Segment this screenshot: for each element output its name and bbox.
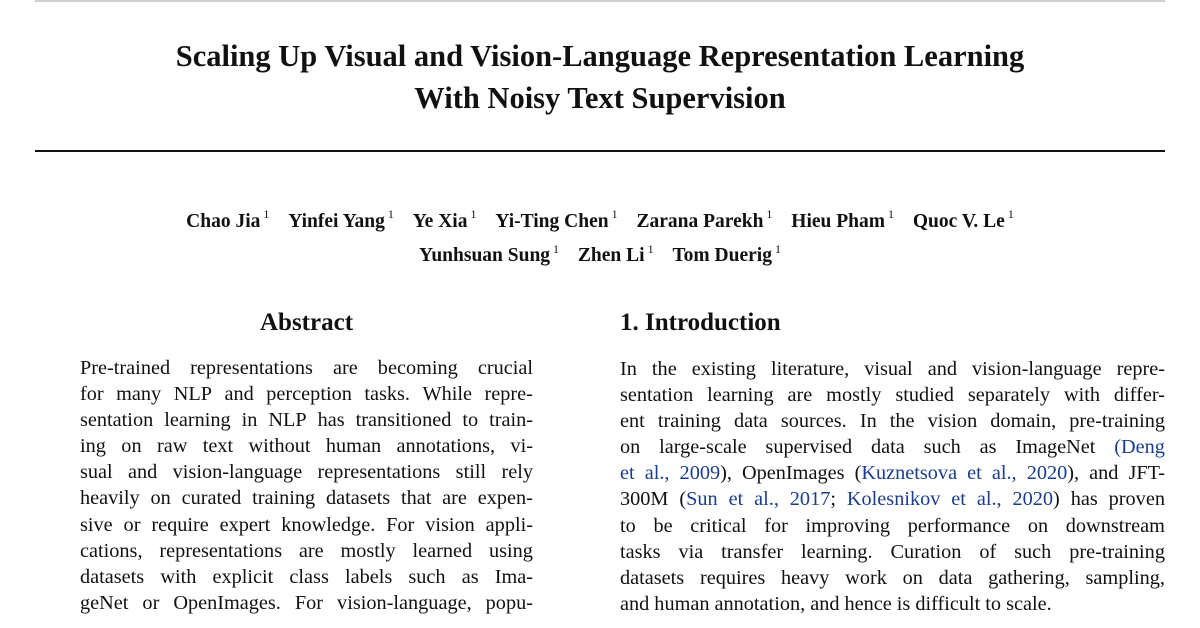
word: repre- xyxy=(1116,358,1165,380)
word: datasets xyxy=(325,487,391,510)
word: are xyxy=(332,357,358,379)
word: In xyxy=(620,358,637,380)
word: gathering, xyxy=(988,566,1070,589)
word: data xyxy=(871,436,905,459)
affiliation-mark: 1 xyxy=(553,241,560,256)
word: (Kuznetsova xyxy=(855,460,958,486)
text-line xyxy=(620,565,1165,591)
affiliation-mark: 1 xyxy=(387,207,394,221)
word: are xyxy=(298,539,324,562)
word: While xyxy=(422,383,473,406)
text-line xyxy=(80,433,533,459)
affiliation-mark: 1 xyxy=(263,207,270,221)
author-name: Zhen Li xyxy=(577,245,645,266)
word: 2020), xyxy=(1027,460,1079,486)
word: critical xyxy=(690,514,747,537)
word: on xyxy=(1027,514,1049,537)
word: still xyxy=(455,461,487,484)
text-line xyxy=(620,591,1165,617)
text-line xyxy=(80,381,533,407)
word: to xyxy=(462,409,479,432)
title-rule xyxy=(35,150,1165,152)
author-name: Yunhsuan Sung xyxy=(419,245,551,266)
word: as xyxy=(461,565,479,588)
author-name: Tom Duerig xyxy=(672,245,772,266)
word: be xyxy=(653,514,673,537)
word: heavy xyxy=(781,566,830,589)
author-name: Yi-Ting Chen xyxy=(495,210,609,232)
word: (Sun xyxy=(679,486,717,512)
word: supervised xyxy=(765,436,853,459)
author xyxy=(186,207,270,232)
citation-link[interactable]: 2020 xyxy=(1026,462,1068,485)
word: domain, xyxy=(990,410,1057,433)
word: tasks xyxy=(620,540,661,563)
word xyxy=(977,486,1002,512)
word: annotations, xyxy=(396,435,496,458)
word: of xyxy=(979,540,997,563)
author-name: Zarana Parekh xyxy=(636,210,764,232)
word: JFT- xyxy=(1128,462,1165,485)
word xyxy=(620,460,635,486)
word: the xyxy=(889,410,915,433)
text-line xyxy=(80,485,533,511)
word: and xyxy=(1089,462,1119,485)
text-line xyxy=(620,382,1165,408)
word: in xyxy=(241,409,258,432)
abstract-section xyxy=(80,307,533,616)
word: on xyxy=(121,435,142,458)
word: that xyxy=(400,487,432,510)
word: vision-language, xyxy=(337,591,472,614)
word: repre- xyxy=(484,383,533,406)
author-name: Hieu Pham xyxy=(791,210,886,232)
word: sentation xyxy=(620,384,694,407)
word: OpenImages xyxy=(742,462,845,485)
word: raw xyxy=(156,435,188,458)
affiliation-mark: 1 xyxy=(647,241,654,256)
author xyxy=(288,207,394,232)
author xyxy=(412,207,477,232)
introduction-text xyxy=(620,356,1165,617)
word: existing xyxy=(691,358,756,380)
text-line xyxy=(620,434,1165,460)
word: many xyxy=(116,383,162,406)
word: on xyxy=(902,566,923,589)
word: expert xyxy=(219,513,271,536)
word: Pre-trained xyxy=(80,357,171,379)
word: to xyxy=(620,514,636,537)
word: and xyxy=(224,383,254,406)
author-name: Chao Jia xyxy=(186,210,261,232)
word: and xyxy=(810,592,840,615)
word xyxy=(967,460,982,486)
text-line xyxy=(620,513,1165,539)
word: For xyxy=(294,591,324,614)
word: performance xyxy=(907,514,1011,537)
word: and xyxy=(128,461,158,484)
word: separately xyxy=(967,384,1051,407)
word: datasets xyxy=(80,565,145,588)
word: hence xyxy=(844,592,892,615)
word: 300M xyxy=(620,488,669,511)
word: representations xyxy=(317,461,441,484)
word: with xyxy=(1063,384,1100,407)
word: 2017; xyxy=(790,486,836,512)
word: literature, xyxy=(770,358,850,380)
word: pre-training xyxy=(1069,540,1165,563)
word: has xyxy=(317,409,345,432)
word: train- xyxy=(489,409,533,432)
word xyxy=(729,486,744,512)
word: visual xyxy=(864,358,913,380)
author-line xyxy=(0,236,1200,271)
word: large-scale xyxy=(659,436,747,459)
word: are xyxy=(787,384,813,407)
word: annotation, xyxy=(714,592,806,615)
word: sources. xyxy=(780,410,847,433)
word: data xyxy=(734,410,768,433)
word: cations, xyxy=(80,539,143,562)
word: training xyxy=(252,487,316,510)
word: using xyxy=(488,539,533,562)
citation-link[interactable]: 2009 xyxy=(679,462,721,485)
affiliation-mark: 1 xyxy=(470,207,477,221)
word xyxy=(992,460,1017,486)
word: downstream xyxy=(1065,514,1165,537)
word: studied xyxy=(895,384,954,407)
word: mostly xyxy=(826,384,882,407)
citation-link[interactable]: al., xyxy=(754,488,779,511)
word: on xyxy=(620,436,641,459)
word: sual xyxy=(80,461,113,484)
citation-link[interactable]: Kuznetsova xyxy=(861,462,958,485)
word xyxy=(1114,434,1165,460)
word: learning xyxy=(164,409,231,432)
word: curated xyxy=(181,487,242,510)
word: mostly xyxy=(340,539,396,562)
word: require xyxy=(151,513,209,536)
word: ent xyxy=(620,410,645,433)
word: vision-language xyxy=(172,461,303,484)
author-name: Yinfei Yang xyxy=(288,210,385,232)
word xyxy=(645,460,670,486)
citation-link[interactable]: et xyxy=(620,462,635,485)
abstract-heading: Abstract xyxy=(259,309,354,336)
title-line: Scaling Up Visual and Vision-Language Representation Learning xyxy=(175,39,1025,73)
word: vi- xyxy=(510,435,533,458)
word: human xyxy=(654,592,710,615)
affiliation-mark: 1 xyxy=(611,207,618,221)
affiliation-mark: 1 xyxy=(1007,207,1014,221)
introduction-heading: 1. Introduction xyxy=(620,309,781,336)
author-line xyxy=(0,201,1200,236)
word: sive xyxy=(80,513,113,536)
text-line xyxy=(80,355,533,381)
word: on xyxy=(150,487,171,510)
paper-title xyxy=(0,35,1200,119)
citation-link[interactable]: Sun xyxy=(686,488,718,511)
word xyxy=(754,486,779,512)
affiliation-mark: 1 xyxy=(888,207,895,221)
word: for xyxy=(80,383,104,406)
text-line xyxy=(620,460,1165,486)
word: is xyxy=(896,592,911,615)
text-line xyxy=(620,539,1165,565)
word: human xyxy=(325,435,382,458)
word: popu- xyxy=(485,591,533,614)
word: heavily xyxy=(80,487,140,510)
word: or xyxy=(142,591,160,614)
word: 2020) xyxy=(1012,486,1059,512)
word: differ- xyxy=(1113,384,1165,407)
word: sampling, xyxy=(1085,566,1165,589)
text-line xyxy=(80,564,533,590)
word: via xyxy=(678,540,704,563)
word: are xyxy=(442,487,467,510)
word: ImageNet xyxy=(1015,436,1096,459)
text-line xyxy=(80,459,533,485)
author xyxy=(495,207,618,232)
word: tasks. xyxy=(364,383,410,406)
author xyxy=(791,207,895,232)
word: text xyxy=(202,435,234,458)
word: to xyxy=(985,592,1002,615)
word: representations xyxy=(159,539,283,562)
word: requires xyxy=(699,566,766,589)
word: NLP xyxy=(268,409,307,432)
word: such xyxy=(1014,540,1052,563)
word: for xyxy=(764,514,788,537)
word: crucial xyxy=(477,357,533,379)
word: transitioned xyxy=(355,409,452,432)
top-rule xyxy=(35,0,1165,2)
text-line xyxy=(620,408,1165,434)
word: appli- xyxy=(485,513,533,536)
word: difficult xyxy=(915,592,981,615)
word: rely xyxy=(501,461,533,484)
word: vision xyxy=(927,410,978,433)
word: perception xyxy=(266,383,352,406)
word: labels xyxy=(344,565,393,588)
author xyxy=(672,241,781,266)
word: and xyxy=(927,358,958,380)
word: 2009), xyxy=(680,460,732,486)
word: work xyxy=(845,566,887,589)
word: In xyxy=(859,410,877,433)
author xyxy=(912,207,1014,232)
word: or xyxy=(123,513,141,536)
word: vision-language xyxy=(972,358,1102,380)
word: scale. xyxy=(1006,592,1052,615)
word: the xyxy=(651,358,677,380)
word xyxy=(847,486,941,512)
word: proven xyxy=(1108,488,1165,511)
author-name: Ye Xia xyxy=(412,210,468,232)
citation-link[interactable]: al., xyxy=(644,462,670,485)
text-line xyxy=(80,590,533,616)
word: ing xyxy=(80,435,106,458)
word: Curation xyxy=(890,540,962,563)
word xyxy=(951,486,966,512)
text-line xyxy=(80,407,533,433)
word: learning. xyxy=(801,540,873,563)
word: learned xyxy=(412,539,473,562)
citation-link[interactable]: Kolesnikov xyxy=(846,488,941,511)
author-list xyxy=(0,201,1200,270)
word: class xyxy=(289,565,329,588)
word: knowledge. xyxy=(281,513,376,536)
word: and xyxy=(620,592,650,615)
title-line: With Noisy Text Supervision xyxy=(414,81,786,115)
citation-link[interactable]: 2020 xyxy=(1012,488,1054,511)
affiliation-mark: 1 xyxy=(774,241,781,256)
word: data xyxy=(938,566,973,589)
citation-link[interactable]: al., xyxy=(976,488,1002,511)
introduction-section xyxy=(620,307,1165,617)
word: datasets xyxy=(620,566,685,589)
author xyxy=(419,241,560,266)
text-line xyxy=(620,486,1165,512)
citation-link[interactable]: et xyxy=(728,488,744,511)
word: without xyxy=(248,435,311,458)
text-line xyxy=(80,538,533,564)
author xyxy=(577,241,654,266)
author xyxy=(636,207,773,232)
citation-link[interactable]: et xyxy=(967,462,982,485)
word: Ima- xyxy=(494,565,533,588)
word: NLP xyxy=(173,383,213,406)
text-line xyxy=(80,512,533,538)
word: OpenImages. xyxy=(173,591,281,614)
citation-link[interactable]: (Deng xyxy=(1114,436,1165,459)
word: explicit xyxy=(212,565,274,588)
citation-link[interactable]: et xyxy=(951,488,966,511)
word: improving xyxy=(805,514,891,537)
word: transfer xyxy=(721,540,784,563)
word: vision xyxy=(425,513,475,536)
word: For xyxy=(386,513,415,536)
citation-link[interactable]: al., xyxy=(991,462,1017,485)
word: such xyxy=(408,565,446,588)
affiliation-mark: 1 xyxy=(766,207,773,221)
word: such xyxy=(923,436,961,459)
word: expen- xyxy=(477,487,533,510)
word: training xyxy=(657,410,721,433)
word: as xyxy=(979,436,997,459)
author-name: Quoc V. Le xyxy=(912,210,1005,232)
word: geNet xyxy=(80,591,129,614)
word: becoming xyxy=(377,357,458,379)
abstract-text xyxy=(80,355,533,616)
word: pre-training xyxy=(1069,410,1165,433)
word: sentation xyxy=(80,409,154,432)
citation-link[interactable]: 2017 xyxy=(789,488,831,511)
word: learning xyxy=(707,384,774,407)
text-line xyxy=(620,356,1165,382)
word: representations xyxy=(190,357,313,379)
word: has xyxy=(1070,488,1098,511)
word: with xyxy=(160,565,197,588)
